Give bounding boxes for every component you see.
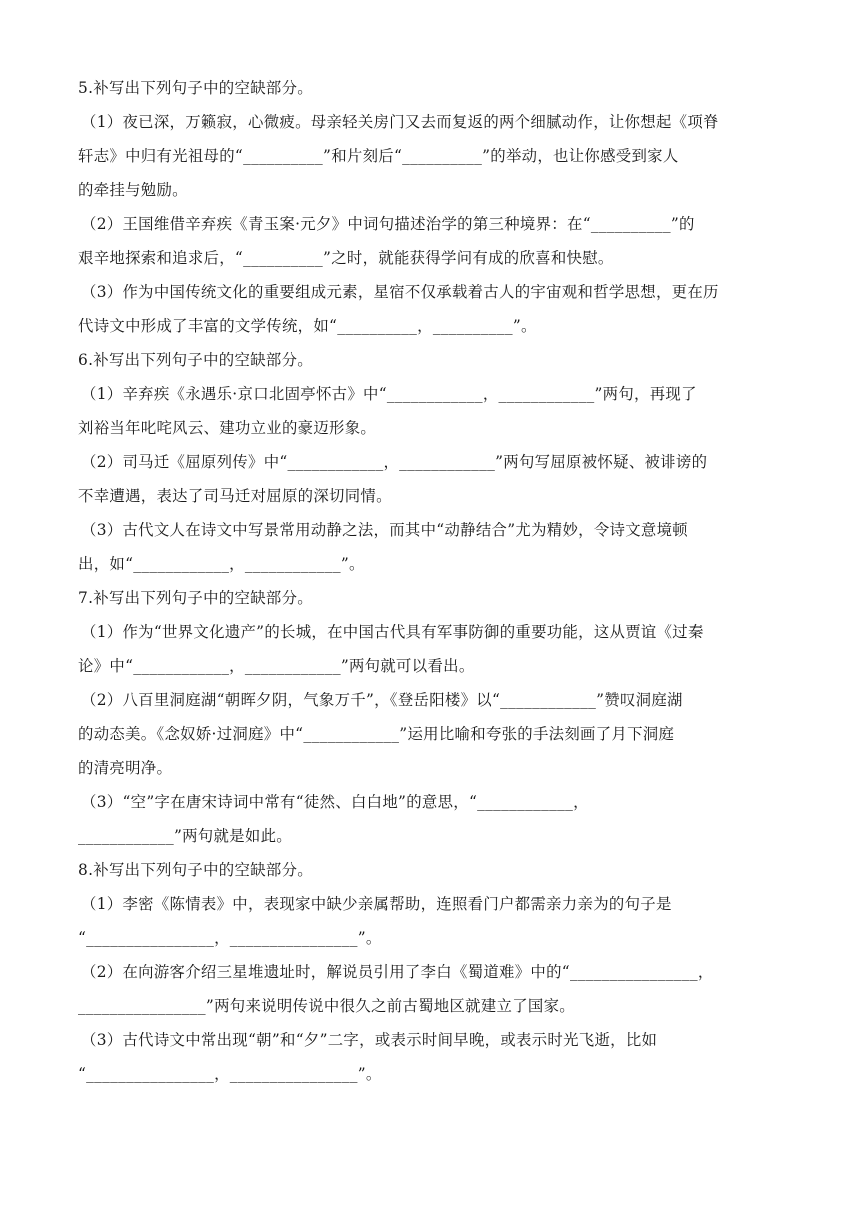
q7-item-3-line-2: ____________”两句就是如此。 xyxy=(78,827,292,845)
q6-item-3-line-2: 出，如“____________，____________”。 xyxy=(78,555,365,573)
q5-item-1-line-1: （1）夜已深，万籁寂，心微疲。母亲轻关房门又去而复返的两个细腻动作，让你想起《项脊 xyxy=(81,113,719,131)
q6-item-2-line-2: 不幸遭遇，表达了司马迁对屈原的深切同情。 xyxy=(78,487,392,505)
q5-item-2-line-2: 艰辛地探索和追求后，“__________”之时，就能获得学问有成的欣喜和快慰。 xyxy=(78,249,614,267)
question-6-heading: 6.补写出下列句子中的空缺部分。 xyxy=(78,351,313,369)
q8-item-2-line-1: （2）在向游客介绍三星堆遗址时，解说员引用了李白《蜀道难》中的“________________， xyxy=(81,963,714,981)
q5-item-1-line-2: 轩志》中归有光祖母的“__________”和片刻后“__________”的举动，也让你感受到家人 xyxy=(78,147,679,165)
q8-item-3-line-1: （3）古代诗文中常出现“朝”和“夕”二字，或表示时间早晚，或表示时光飞逝，比如 xyxy=(81,1031,658,1049)
q8-item-2-line-2: ________________”两句来说明传说中很久之前古蜀地区就建立了国家。 xyxy=(78,997,575,1015)
question-5-heading: 5.补写出下列句子中的空缺部分。 xyxy=(78,79,313,97)
q6-item-2-line-1: （2）司马迁《屈原列传》中“____________，____________”两句写屈原被怀疑、被诽谤的 xyxy=(81,453,708,471)
q5-item-2-line-1: （2）王国维借辛弃疾《青玉案·元夕》中词句描述治学的第三种境界：在“__________”的 xyxy=(81,215,695,233)
q8-item-1-line-1: （1）李密《陈情表》中，表现家中缺少亲属帮助，连照看门户都需亲力亲为的句子是 xyxy=(81,895,672,913)
q7-item-1-line-2: 论》中“____________，____________”两句就可以看出。 xyxy=(78,657,475,675)
question-8-heading: 8.补写出下列句子中的空缺部分。 xyxy=(78,861,313,879)
q6-item-1-line-1: （1）辛弃疾《永遇乐·京口北固亭怀古》中“____________，____________”两句，再现了 xyxy=(81,385,697,403)
q7-item-2-line-3: 的清亮明净。 xyxy=(78,759,173,777)
q5-item-3-line-2: 代诗文中形成了丰富的文学传统，如“__________，__________”。 xyxy=(78,317,537,335)
q6-item-1-line-2: 刘裕当年叱咤风云、建功立业的豪迈形象。 xyxy=(78,419,377,437)
q7-item-3-line-1: （3）“空”字在唐宋诗词中常有“徒然、白白地”的意思，“____________， xyxy=(81,793,589,811)
q8-item-1-line-2: “________________，________________”。 xyxy=(78,929,382,947)
q7-item-2-line-2: 的动态美。《念奴娇·过洞庭》中“____________”运用比喻和夸张的手法刻画了月下洞庭 xyxy=(78,725,675,743)
question-7-heading: 7.补写出下列句子中的空缺部分。 xyxy=(78,589,313,607)
q6-item-3-line-1: （3）古代文人在诗文中写景常用动静之法，而其中“动静结合”尤为精妙，令诗文意境顿 xyxy=(81,521,688,539)
q8-item-3-line-2: “________________，________________”。 xyxy=(78,1065,382,1083)
q5-item-3-line-1: （3）作为中国传统文化的重要组成元素，星宿不仅承载着古人的宇宙观和哲学思想，更在历 xyxy=(81,283,719,301)
q5-item-1-line-3: 的牵挂与勉励。 xyxy=(78,181,188,199)
q7-item-1-line-1: （1）作为“世界文化遗产”的长城，在中国古代具有军事防御的重要功能，这从贾谊《过秦 xyxy=(81,623,704,641)
q7-item-2-line-1: （2）八百里洞庭湖“朝晖夕阴，气象万千”，《登岳阳楼》以“____________”赞叹洞庭湖 xyxy=(81,691,683,709)
